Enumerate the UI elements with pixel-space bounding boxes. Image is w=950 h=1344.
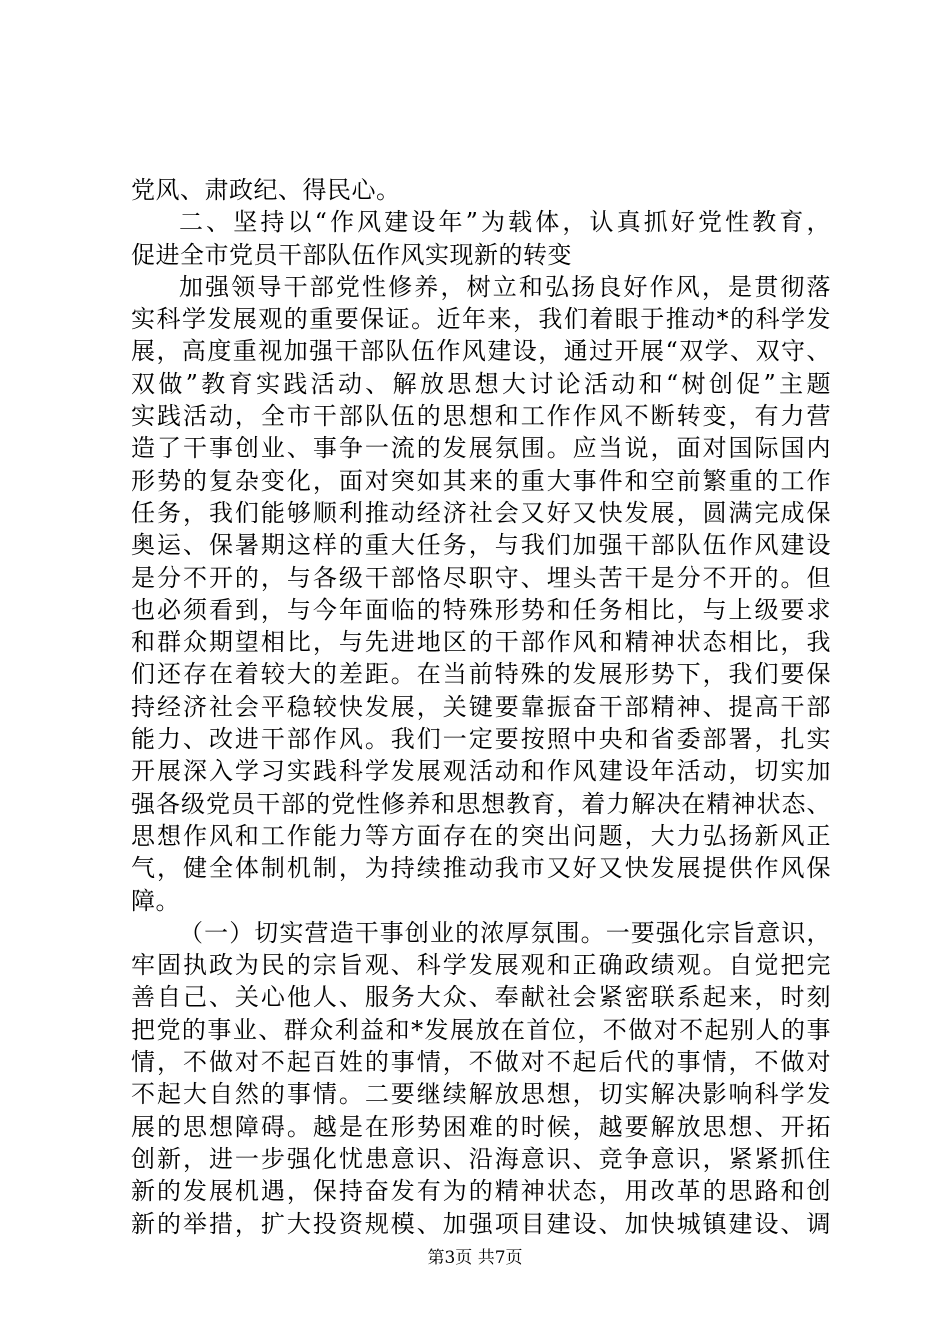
text-line: 情，不做对不起百姓的事情，不做对不起后代的事情，不做对 <box>131 1048 831 1077</box>
text-line: 牢固执政为民的宗旨观、科学发展观和正确政绩观。自觉把完 <box>131 951 831 980</box>
text-line: 和群众期望相比，与先进地区的干部作风和精神状态相比，我 <box>131 628 831 657</box>
text-line: 也必须看到，与今年面临的特殊形势和任务相比，与上级要求 <box>131 595 831 624</box>
text-line: 党风、肃政纪、得民心。 <box>131 176 401 204</box>
text-line: 新的举措，扩大投资规模、加强项目建设、加快城镇建设、调 <box>131 1209 831 1238</box>
text-line: 奥运、保暑期这样的重大任务，与我们加强干部队伍作风建设 <box>131 531 831 560</box>
text-line: 能力、改进干部作风。我们一定要按照中央和省委部署，扎实 <box>131 725 831 754</box>
text-line: 思想作风和工作能力等方面存在的突出问题，大力弘扬新风正 <box>131 821 831 850</box>
page-number-footer: 第3页 共7页 <box>427 1248 523 1268</box>
text-line: 二、坚持以“作风建设年”为载体，认真抓好党性教育， <box>179 208 831 237</box>
text-line: 把党的事业、群众利益和*发展放在首位，不做对不起别人的事 <box>131 1015 831 1044</box>
text-line: 创新，进一步强化忧患意识、沿海意识、竞争意识，紧紧抓住 <box>131 1144 831 1173</box>
text-line: 不起大自然的事情。二要继续解放思想，切实解决影响科学发 <box>131 1080 831 1109</box>
text-line: 实践活动，全市干部队伍的思想和工作作风不断转变，有力营 <box>131 402 831 431</box>
text-line: 双做”教育实践活动、解放思想大讨论活动和“树创促”主题 <box>131 369 831 398</box>
text-line: 展的思想障碍。越是在形势困难的时候，越要解放思想、开拓 <box>131 1112 831 1141</box>
text-line: 是分不开的，与各级干部恪尽职守、埋头苦干是分不开的。但 <box>131 563 831 592</box>
text-line: 持经济社会平稳较快发展，关键要靠振奋干部精神、提高干部 <box>131 692 831 721</box>
text-line: 形势的复杂变化，面对突如其来的重大事件和空前繁重的工作 <box>131 466 831 495</box>
text-line: 展，高度重视加强干部队伍作风建设，通过开展“双学、双守、 <box>131 337 831 366</box>
text-line: 们还存在着较大的差距。在当前特殊的发展形势下，我们要保 <box>131 660 831 689</box>
text-line: 障。 <box>131 886 180 915</box>
text-line: （一）切实营造干事创业的浓厚氛围。一要强化宗旨意识， <box>179 918 831 947</box>
text-line: 新的发展机遇，保持奋发有为的精神状态，用改革的思路和创 <box>131 1177 831 1206</box>
text-line: 实科学发展观的重要保证。近年来，我们着眼于推动*的科学发 <box>131 305 831 334</box>
text-line: 任务，我们能够顺利推动经济社会又好又快发展，圆满完成保 <box>131 498 831 527</box>
text-line: 善自己、关心他人、服务大众、奉献社会紧密联系起来，时刻 <box>131 983 831 1012</box>
text-line: 造了干事创业、事争一流的发展氛围。应当说，面对国际国内 <box>131 434 831 463</box>
text-line: 促进全市党员干部队伍作风实现新的转变 <box>131 240 572 269</box>
text-line: 气，健全体制机制，为持续推动我市又好又快发展提供作风保 <box>131 854 831 883</box>
document-body <box>131 174 831 1240</box>
text-line: 强各级党员干部的党性修养和思想教育，着力解决在精神状态、 <box>131 789 831 818</box>
text-line: 加强领导干部党性修养，树立和弘扬良好作风，是贯彻落 <box>179 272 831 301</box>
text-line: 开展深入学习实践科学发展观活动和作风建设年活动，切实加 <box>131 757 831 786</box>
